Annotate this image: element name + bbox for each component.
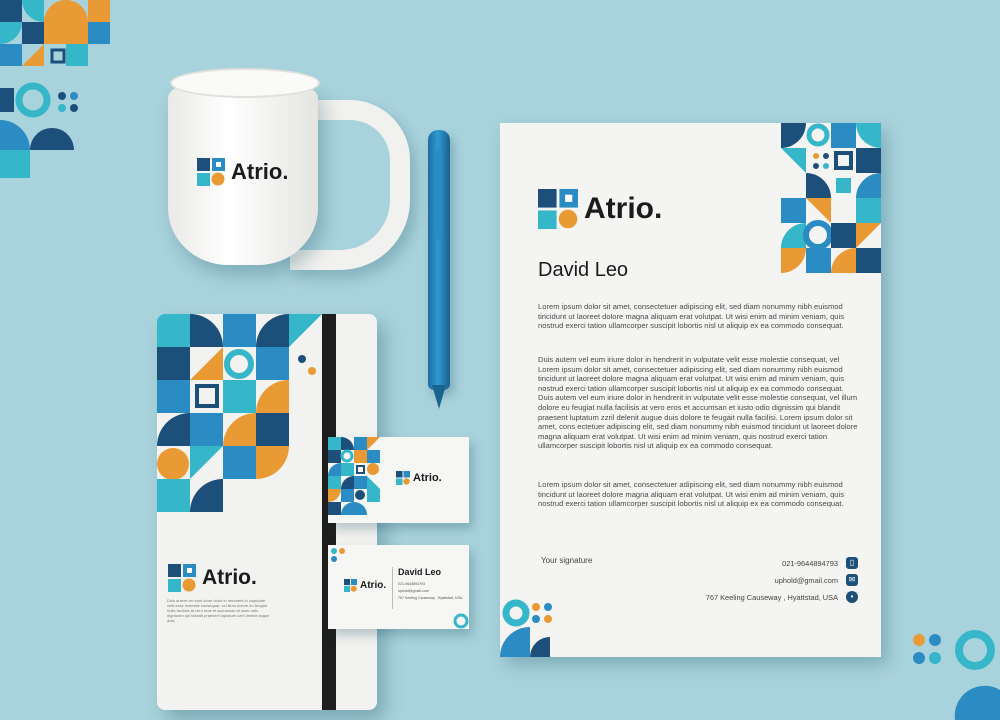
business-card-back	[328, 545, 469, 629]
brand-logo-icon	[344, 579, 357, 592]
card-phone: 021-9644894793	[398, 582, 426, 586]
card-back-logo	[344, 579, 386, 592]
brand-logo-icon	[168, 564, 196, 592]
phone-icon: ▯	[846, 557, 858, 569]
card-contacts	[398, 581, 462, 602]
mail-icon: ✉	[846, 574, 858, 586]
signature-label: Your signature	[541, 556, 593, 565]
letterhead-brand-name: Atrio.	[584, 192, 663, 225]
letterhead-address: 767 Keeling Causeway , Hyattstad, USA	[705, 593, 838, 602]
corner-pattern-top-left	[0, 0, 115, 180]
letterhead-paragraph-2: Duis autem vel eum iriure dolor in hendrerit in vulputate velit esse molestie consequat, vel Lorem ipsum dolor sit amet, consectetuer adipiscing elit, sed diam nonummy nibh euismod tincidunt ut laoreet dolore magna aliquam erat volutpat. Ut wisi enim ad minim veniam, quis nostrud exerci tation ullamcorper suscipit lobortis nisl ut aliquip ex ea commodo consequat. Duis autem vel eum iriure dolor in hendrerit in vulputate velit esse molestie consequat, vel illum dolore eu feugiat nulla facilisis at vero eros et accumsan et iusto odio dignissim qui blandit praesent luptatum zzril delenit augue duis dolore te feugait nulla facilisi. Lorem ipsum dolor sit amet, cons ectetuer adipiscing elit, sed diam nonummy nibh euismod tincidunt ut laoreet dolore magna aliquam erat volutpat. Ut wisi enim ad minim veniam, quis nostrud exerci tation ullamcorper suscipit lobortis nisl ut aliquip ex ea commodo consequat.	[538, 355, 858, 451]
location-pin-icon: •	[846, 591, 858, 603]
notebook-text: Duis autem vel eum iriure dolor in hendrerit in vulputate velit esse molestie consequat, vel illum dolore eu feugiat nulla facilisis at vero eros et accumsan et iusto odio dignissim qui blandit praesent luptatum zzril delenit augue duis.	[167, 598, 270, 623]
brand-logo-icon	[538, 189, 578, 229]
letterhead-name: David Leo	[538, 259, 629, 281]
pen-tip	[432, 385, 446, 409]
corner-pattern-bottom-right	[905, 628, 1000, 720]
card-address: 767 Keeling Causeway , Hyattstad, USA	[398, 596, 463, 600]
mug-logo	[197, 158, 288, 186]
letterhead-pattern-bottom-left	[500, 597, 570, 657]
card-back-brand-name: Atrio.	[360, 580, 387, 591]
card-email: uphold@gmail.com	[398, 589, 429, 593]
notebook-brand-name: Atrio.	[202, 566, 257, 589]
letterhead-logo	[538, 189, 662, 229]
mug-rim	[170, 68, 320, 98]
letterhead-paragraph-3: Lorem ipsum dolor sit amet, consectetuer adipiscing elit, sed diam nonummy nibh euismod tincidunt ut laoreet dolore magna aliquam erat volutpat. Ut wisi enim ad minim veniam, quis nostrud exerci tation ullamcorper suscipit lobortis nisl ut aliquip ex ea commodo consequat.	[538, 480, 845, 509]
letterhead-phone: 021-9644894793	[782, 559, 838, 568]
card-divider	[392, 567, 393, 609]
letterhead-paragraph-1: Lorem ipsum dolor sit amet, consectetuer adipiscing elit, sed diam nonummy nibh euismod tincidunt ut laoreet dolore magna aliquam erat volutpat. Ut wisi enim ad minim veniam, quis nostrud exerci tation ullamcorper suscipit lobortis nisl ut aliquip ex ea commodo consequat.	[538, 302, 845, 331]
notebook-logo	[168, 564, 257, 592]
brand-logo-icon	[197, 158, 225, 186]
card-pattern	[328, 437, 380, 523]
card-name: David Leo	[398, 567, 442, 577]
card-front-brand-name: Atrio.	[413, 472, 442, 484]
pen-clip	[436, 150, 442, 240]
card-front-logo	[396, 471, 442, 485]
letterhead-email: uphold@gmail.com	[774, 576, 838, 585]
brand-logo-icon	[396, 471, 410, 485]
mug-brand-name: Atrio.	[231, 159, 289, 184]
notebook-pattern	[157, 314, 322, 514]
letterhead-pattern-top-right	[781, 123, 881, 273]
business-card-front	[328, 437, 469, 523]
